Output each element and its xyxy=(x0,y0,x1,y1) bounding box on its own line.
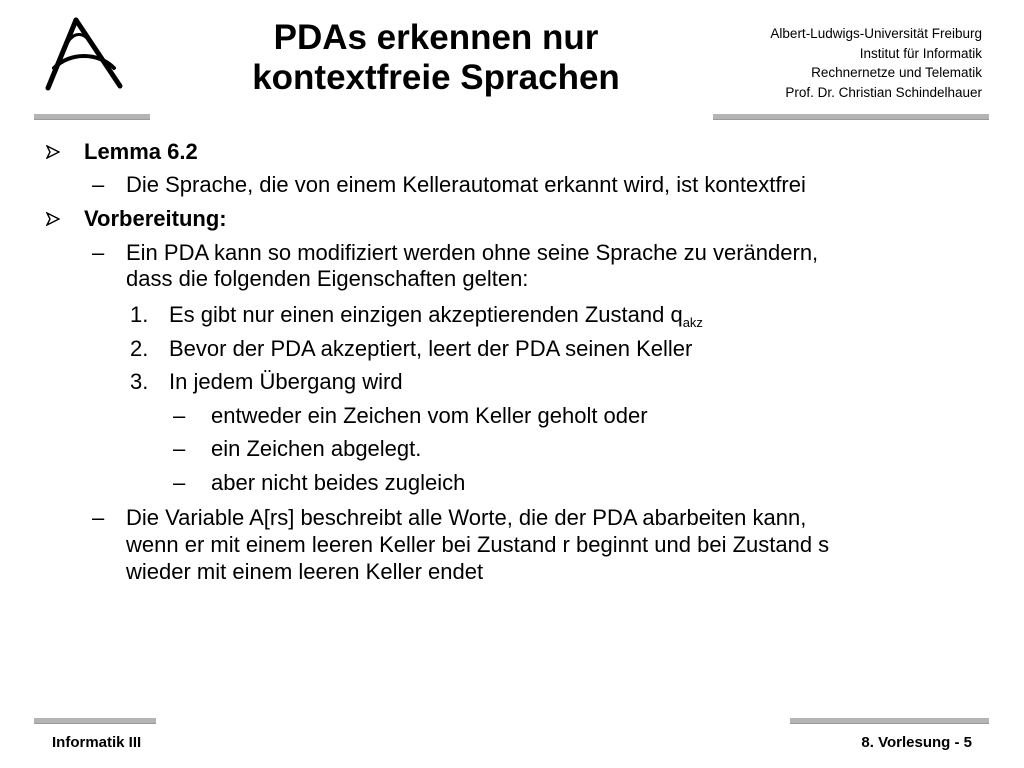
dash-marker: – xyxy=(173,470,186,495)
variable-text-line-2: wenn er mit einem leeren Keller bei Zustand r beginnt und bei Zustand s xyxy=(126,532,830,557)
slide-title-line-1: PDAs erkennen nur xyxy=(273,18,599,57)
item-number: 3. xyxy=(130,369,149,394)
bullet-arrow-icon xyxy=(46,145,60,159)
numbered-item-2: Bevor der PDA akzeptiert, leert der PDA seinen Keller xyxy=(169,336,693,361)
preparation-heading: Vorbereitung: xyxy=(84,206,227,231)
affiliation-professor: Prof. Dr. Christian Schindelhauer xyxy=(785,84,982,100)
bullet-arrow-icon xyxy=(46,212,60,226)
preparation-text-line-2: dass die folgenden Eigenschaften gelten: xyxy=(126,266,529,291)
subscript-akz: akz xyxy=(682,315,703,330)
numbered-item-1-text: Es gibt nur einen einzigen akzeptierenden Zustand q xyxy=(169,302,683,327)
dash-marker: – xyxy=(92,240,105,265)
footer-divider-right xyxy=(790,718,989,724)
footer-course: Informatik III xyxy=(52,734,142,751)
item-number: 2. xyxy=(130,336,149,361)
dash-marker: – xyxy=(173,436,186,461)
sub-item-3: aber nicht beides zugleich xyxy=(211,470,466,495)
lemma-text: Die Sprache, die von einem Kellerautomat erkannt wird, ist kontextfrei xyxy=(126,172,806,197)
sub-item-1: entweder ein Zeichen vom Keller geholt oder xyxy=(211,403,648,428)
affiliation-university: Albert-Ludwigs-Universität Freiburg xyxy=(770,26,982,41)
dash-marker: – xyxy=(92,505,105,530)
numbered-item-3: In jedem Übergang wird xyxy=(169,369,403,394)
slide-title-line-2: kontextfreie Sprachen xyxy=(252,58,620,97)
lemma-heading: Lemma 6.2 xyxy=(84,139,198,164)
affiliation-group: Rechnernetze und Telematik xyxy=(811,65,982,80)
footer-divider-left xyxy=(34,718,156,724)
dash-marker: – xyxy=(173,403,186,428)
variable-text-line-1: Die Variable A[rs] beschreibt alle Worte, die der PDA abarbeiten kann, xyxy=(126,505,807,530)
sub-item-2: ein Zeichen abgelegt. xyxy=(211,436,422,461)
variable-text-line-3: wieder mit einem leeren Keller endet xyxy=(126,559,484,584)
item-number: 1. xyxy=(130,302,149,327)
dash-marker: – xyxy=(92,172,105,197)
footer-slide-number: 8. Vorlesung - 5 xyxy=(861,734,972,751)
preparation-text-line-1: Ein PDA kann so modifiziert werden ohne seine Sprache zu verändern, xyxy=(126,240,819,265)
numbered-item-1 xyxy=(169,302,703,328)
affiliation-institute: Institut für Informatik xyxy=(859,45,982,61)
